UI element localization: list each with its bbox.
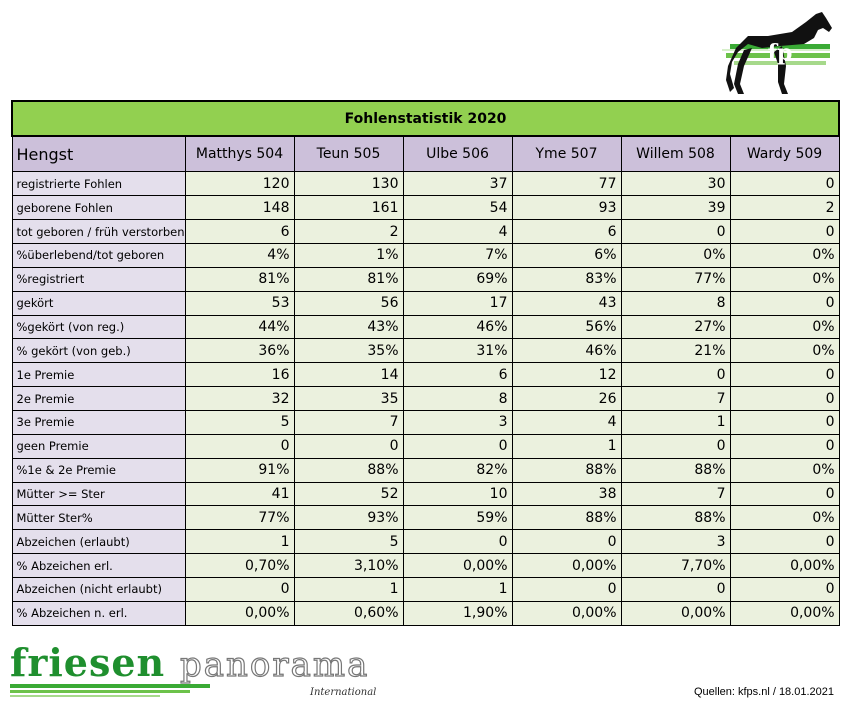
value-cell: 0,00% [621, 601, 730, 625]
value-cell: 0% [730, 339, 839, 363]
value-cell: 56% [512, 315, 621, 339]
value-cell: 0 [294, 434, 403, 458]
value-cell: 0 [730, 482, 839, 506]
value-cell: 0 [730, 578, 839, 602]
value-cell: 1 [403, 578, 512, 602]
table-body [12, 172, 839, 626]
value-cell: 0 [621, 578, 730, 602]
value-cell: 46% [403, 315, 512, 339]
header-stallion: Ulbe 506 [403, 136, 512, 172]
value-cell: 0% [621, 243, 730, 267]
value-cell: 120 [185, 172, 294, 196]
value-cell: 0 [185, 578, 294, 602]
value-cell: 93 [512, 196, 621, 220]
value-cell: 26 [512, 387, 621, 411]
value-cell: 59% [403, 506, 512, 530]
value-cell: 130 [294, 172, 403, 196]
row-label: tot geboren / früh verstorben [12, 220, 185, 244]
table-row [12, 601, 839, 625]
row-label: %gekört (von reg.) [12, 315, 185, 339]
value-cell: 77 [512, 172, 621, 196]
value-cell: 30 [621, 172, 730, 196]
value-cell: 0 [621, 434, 730, 458]
value-cell: 53 [185, 291, 294, 315]
table-row [12, 267, 839, 291]
header-hengst: Hengst [12, 136, 185, 172]
table-row [12, 220, 839, 244]
table-row [12, 482, 839, 506]
value-cell: 0 [730, 387, 839, 411]
value-cell: 4 [512, 411, 621, 435]
value-cell: 0% [730, 267, 839, 291]
value-cell: 32 [185, 387, 294, 411]
value-cell: 1 [294, 578, 403, 602]
value-cell: 8 [621, 291, 730, 315]
value-cell: 0% [730, 243, 839, 267]
table-title-row [12, 101, 839, 136]
value-cell: 0 [621, 363, 730, 387]
logo-letters: fp [767, 40, 793, 66]
value-cell: 88% [294, 458, 403, 482]
value-cell: 83% [512, 267, 621, 291]
value-cell: 17 [403, 291, 512, 315]
value-cell: 0 [730, 434, 839, 458]
table-row [12, 315, 839, 339]
value-cell: 46% [512, 339, 621, 363]
value-cell: 35% [294, 339, 403, 363]
value-cell: 0,00% [512, 601, 621, 625]
table-row [12, 434, 839, 458]
table-row [12, 243, 839, 267]
value-cell: 6 [512, 220, 621, 244]
row-label: 1e Premie [12, 363, 185, 387]
value-cell: 54 [403, 196, 512, 220]
value-cell: 56 [294, 291, 403, 315]
value-cell: 5 [294, 530, 403, 554]
value-cell: 1% [294, 243, 403, 267]
value-cell: 0 [403, 434, 512, 458]
value-cell: 88% [621, 458, 730, 482]
value-cell: 0 [730, 363, 839, 387]
value-cell: 0 [185, 434, 294, 458]
row-label: geen Premie [12, 434, 185, 458]
value-cell: 7% [403, 243, 512, 267]
value-cell: 82% [403, 458, 512, 482]
value-cell: 1 [185, 530, 294, 554]
table-row [12, 578, 839, 602]
friesen-panorama-logo [10, 640, 410, 702]
value-cell: 0,00% [730, 601, 839, 625]
header-row [12, 136, 839, 172]
value-cell: 27% [621, 315, 730, 339]
value-cell: 38 [512, 482, 621, 506]
row-label: 2e Premie [12, 387, 185, 411]
value-cell: 81% [294, 267, 403, 291]
row-label: 3e Premie [12, 411, 185, 435]
table-row [12, 411, 839, 435]
value-cell: 0,00% [512, 554, 621, 578]
value-cell: 161 [294, 196, 403, 220]
table-row [12, 458, 839, 482]
value-cell: 4% [185, 243, 294, 267]
value-cell: 7 [294, 411, 403, 435]
value-cell: 5 [185, 411, 294, 435]
table-row [12, 506, 839, 530]
value-cell: 10 [403, 482, 512, 506]
value-cell: 3,10% [294, 554, 403, 578]
value-cell: 39 [621, 196, 730, 220]
table-row [12, 554, 839, 578]
value-cell: 1,90% [403, 601, 512, 625]
value-cell: 2 [294, 220, 403, 244]
value-cell: 0 [730, 530, 839, 554]
row-label: Mütter >= Ster [12, 482, 185, 506]
row-label: Abzeichen (erlaubt) [12, 530, 185, 554]
value-cell: 69% [403, 267, 512, 291]
value-cell: 0,00% [185, 601, 294, 625]
row-label: registrierte Fohlen [12, 172, 185, 196]
foal-statistics-table [11, 100, 840, 626]
value-cell: 3 [403, 411, 512, 435]
value-cell: 0 [512, 578, 621, 602]
value-cell: 43 [512, 291, 621, 315]
header-stallion: Yme 507 [512, 136, 621, 172]
logo-swoosh-lines [10, 684, 210, 697]
value-cell: 37 [403, 172, 512, 196]
value-cell: 36% [185, 339, 294, 363]
header-stallion: Willem 508 [621, 136, 730, 172]
row-label: % Abzeichen n. erl. [12, 601, 185, 625]
value-cell: 148 [185, 196, 294, 220]
value-cell: 81% [185, 267, 294, 291]
table-title: Fohlenstatistik 2020 [12, 101, 839, 136]
value-cell: 88% [512, 506, 621, 530]
value-cell: 41 [185, 482, 294, 506]
row-label: %registriert [12, 267, 185, 291]
value-cell: 6 [185, 220, 294, 244]
value-cell: 0 [730, 411, 839, 435]
value-cell: 0,00% [730, 554, 839, 578]
table-row [12, 196, 839, 220]
logo-word-panorama: panorama [180, 645, 370, 685]
friesian-horse-logo [722, 8, 834, 98]
value-cell: 35 [294, 387, 403, 411]
logo-word-friesen: friesen [10, 640, 166, 685]
value-cell: 0,70% [185, 554, 294, 578]
value-cell: 14 [294, 363, 403, 387]
value-cell: 88% [621, 506, 730, 530]
value-cell: 0 [730, 172, 839, 196]
row-label: gekört [12, 291, 185, 315]
value-cell: 44% [185, 315, 294, 339]
value-cell: 52 [294, 482, 403, 506]
value-cell: 0% [730, 458, 839, 482]
value-cell: 0 [730, 291, 839, 315]
row-label: Mütter Ster% [12, 506, 185, 530]
value-cell: 1 [512, 434, 621, 458]
row-label: Abzeichen (nicht erlaubt) [12, 578, 185, 602]
value-cell: 7 [621, 387, 730, 411]
table-row [12, 339, 839, 363]
logo-tagline: International [310, 687, 377, 698]
value-cell: 4 [403, 220, 512, 244]
value-cell: 93% [294, 506, 403, 530]
value-cell: 21% [621, 339, 730, 363]
value-cell: 12 [512, 363, 621, 387]
table-row [12, 172, 839, 196]
row-label: geborene Fohlen [12, 196, 185, 220]
value-cell: 0% [730, 315, 839, 339]
value-cell: 88% [512, 458, 621, 482]
value-cell: 2 [730, 196, 839, 220]
row-label: %überlebend/tot geboren [12, 243, 185, 267]
value-cell: 6 [403, 363, 512, 387]
value-cell: 0 [730, 220, 839, 244]
row-label: % Abzeichen erl. [12, 554, 185, 578]
source-note: Quellen: kfps.nl / 18.01.2021 [693, 686, 834, 698]
row-label: % gekört (von geb.) [12, 339, 185, 363]
value-cell: 3 [621, 530, 730, 554]
value-cell: 6% [512, 243, 621, 267]
value-cell: 8 [403, 387, 512, 411]
table-row [12, 363, 839, 387]
row-label: %1e & 2e Premie [12, 458, 185, 482]
value-cell: 0,00% [403, 554, 512, 578]
value-cell: 7,70% [621, 554, 730, 578]
table-row [12, 530, 839, 554]
value-cell: 0,60% [294, 601, 403, 625]
table-row [12, 387, 839, 411]
value-cell: 77% [621, 267, 730, 291]
value-cell: 31% [403, 339, 512, 363]
value-cell: 0 [403, 530, 512, 554]
value-cell: 77% [185, 506, 294, 530]
table-row [12, 291, 839, 315]
value-cell: 0 [512, 530, 621, 554]
header-stallion: Teun 505 [294, 136, 403, 172]
value-cell: 0 [621, 220, 730, 244]
header-stallion: Matthys 504 [185, 136, 294, 172]
value-cell: 0% [730, 506, 839, 530]
value-cell: 91% [185, 458, 294, 482]
value-cell: 43% [294, 315, 403, 339]
value-cell: 1 [621, 411, 730, 435]
value-cell: 16 [185, 363, 294, 387]
value-cell: 7 [621, 482, 730, 506]
header-stallion: Wardy 509 [730, 136, 839, 172]
